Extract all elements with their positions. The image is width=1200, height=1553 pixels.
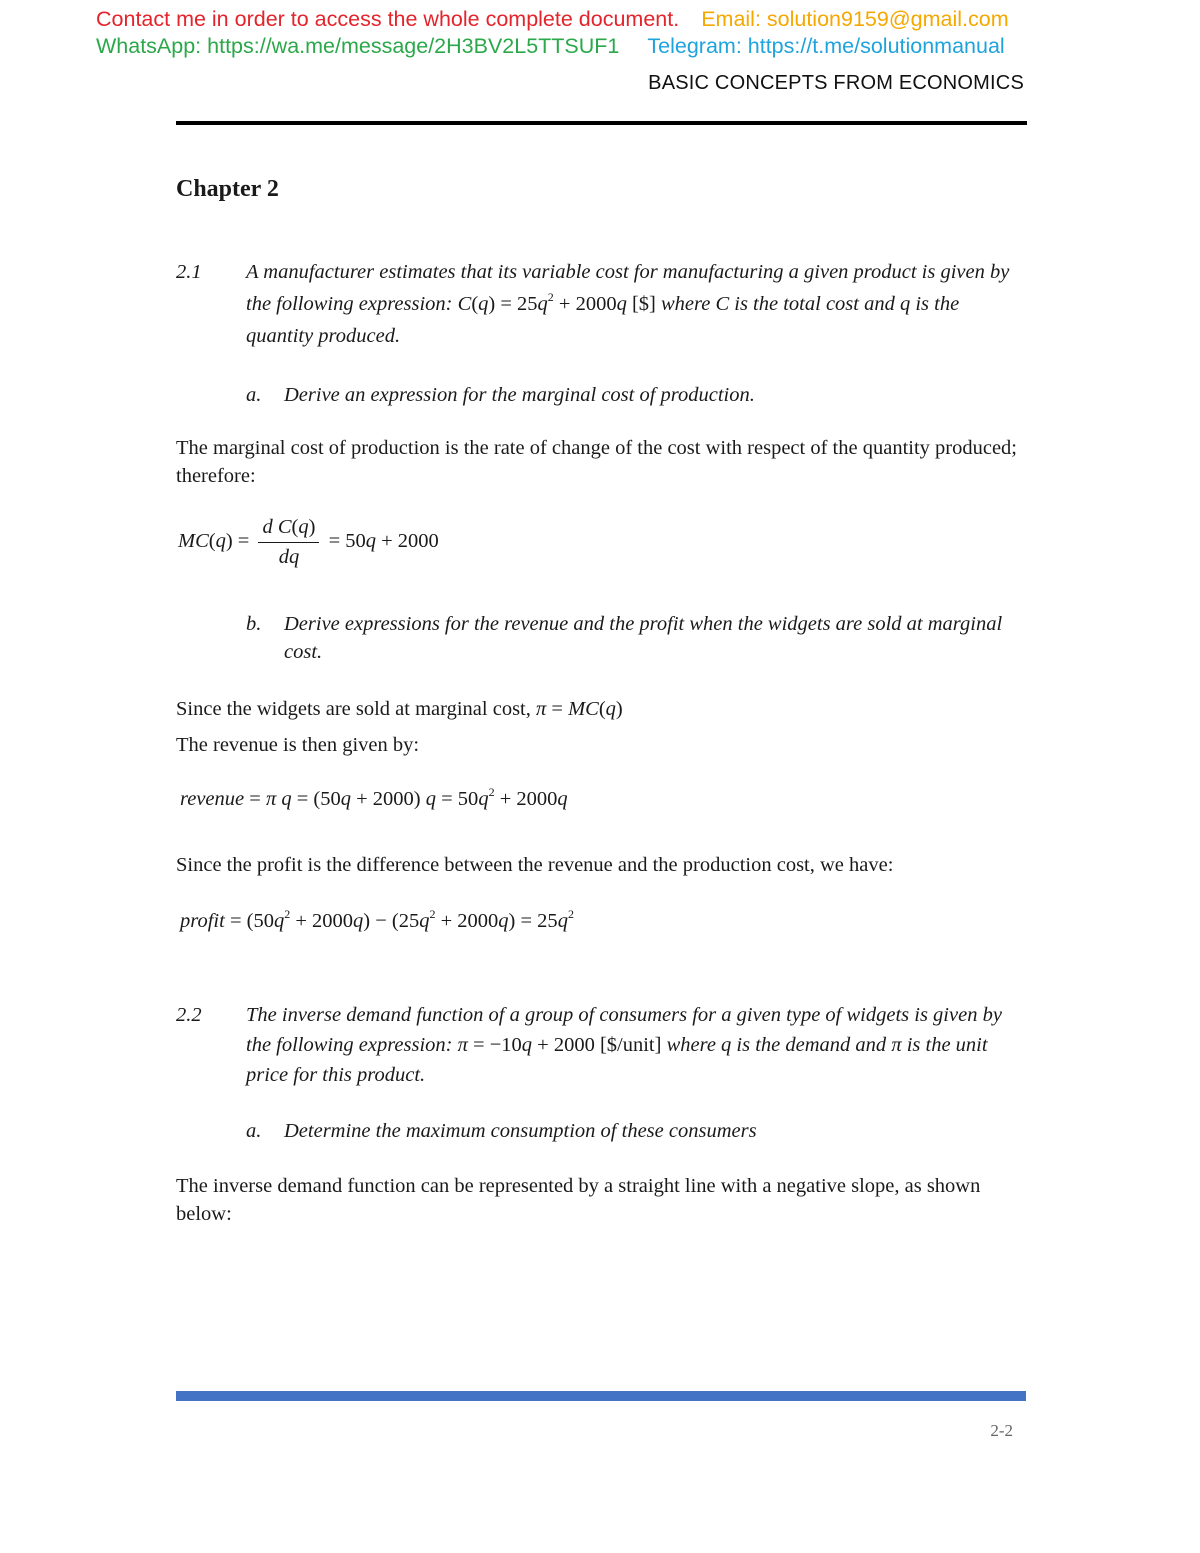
subquestion-2-1-b [246, 610, 1027, 666]
promo-line-1 [96, 7, 1090, 32]
subquestion-2-1-a [246, 381, 1027, 409]
price-equation: π = MC(q) [536, 698, 623, 720]
promo-whatsapp-link[interactable]: WhatsApp: https://wa.me/message/2H3BV2L5TTSUF1 [96, 34, 620, 58]
marginal-cost-equation: MC(q) = $\frac{\text{d C(q)}}{dq}$ = 50q + 2000 [178, 516, 439, 568]
question-text: A manufacturer estimates that its variable cost for manufacturing a given product is given by the following expression: [246, 261, 1010, 315]
header-rule [176, 121, 1027, 125]
subquestion-text: Derive an expression for the marginal cost of production. [284, 384, 755, 406]
answer-paragraph: The inverse demand function can be represented by a straight line with a negative slope, as shown below: [176, 1175, 981, 1225]
pi-symbol: π [891, 1034, 902, 1056]
promo-contact-text: Contact me in order to access the whole complete document. [96, 7, 680, 31]
subquestion-label: a. [246, 1120, 262, 1142]
answer-paragraph: The marginal cost of production is the rate of change of the cost with respect of the quantity produced; therefore: [176, 437, 1018, 487]
chapter-title: Chapter 2 [176, 176, 279, 202]
question-number: 2.2 [176, 1004, 202, 1026]
promo-email-link[interactable]: Email: solution9159@gmail.com [701, 7, 1009, 31]
footer-rule [176, 1391, 1026, 1401]
question-text-end: is the unit price for this product. [246, 1034, 988, 1086]
inverse-demand-equation: π = −10q + 2000 [457, 1034, 595, 1056]
profit-equation: profit = $(50q^2 + 2000q) - (25q^2 + 2000q) = 25q^2$ [180, 907, 574, 932]
answer-paragraph: Since the profit is the difference between the revenue and the production cost, we have: [176, 854, 894, 876]
cost-unit: [$] [631, 293, 656, 315]
question-2-1 [176, 256, 1027, 352]
question-text-cont: where q is the demand and [666, 1034, 887, 1056]
promo-telegram-link[interactable]: Telegram: https://t.me/solutionmanual [647, 34, 1005, 58]
revenue-equation: revenue = π q = (50q + 2000) $q = 50q^2 + 2000q$ [180, 785, 568, 810]
question-number: 2.1 [176, 261, 202, 283]
question-text: The inverse demand function of a group of consumers for a given type of widgets is given by the following expression: [246, 1004, 1002, 1056]
answer-paragraph [176, 695, 1027, 723]
promo-line-2 [96, 34, 1090, 59]
subquestion-text: Derive expressions for the revenue and the profit when the widgets are sold at marginal cost. [284, 613, 1003, 663]
price-unit: [$/unit] [599, 1034, 662, 1056]
question-text-cont: where C is the total cost and q is the quantity produced. [246, 293, 960, 347]
question-2-2 [176, 1000, 1027, 1090]
cost-function-equation: $C(q) = 25q^2 + 2000q$ [457, 290, 627, 315]
page-number: 2-2 [990, 1421, 1013, 1440]
subquestion-text: Determine the maximum consumption of these consumers [284, 1120, 757, 1142]
answer-paragraph: The revenue is then given by: [176, 734, 420, 756]
subquestion-label: a. [246, 384, 262, 406]
subquestion-2-2-a [246, 1117, 1027, 1145]
running-header: BASIC CONCEPTS FROM ECONOMICS [648, 72, 1024, 94]
answer-text: Since the widgets are sold at marginal cost, [176, 698, 531, 720]
subquestion-label: b. [246, 613, 262, 635]
